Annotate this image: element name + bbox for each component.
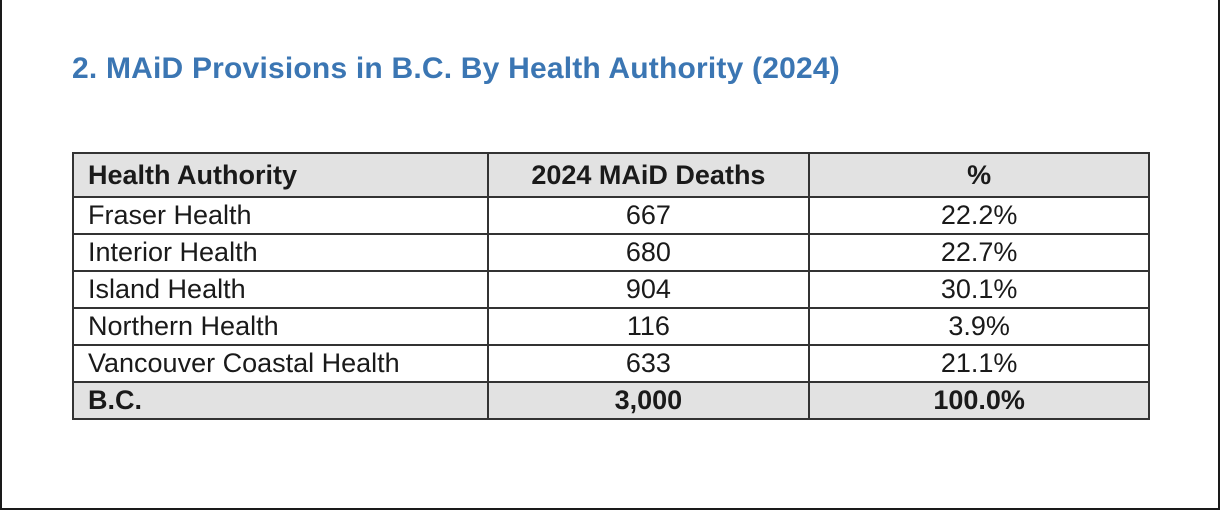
deaths-cell: 667 bbox=[488, 197, 810, 234]
table-row bbox=[73, 271, 1149, 308]
column-header-percent: % bbox=[809, 153, 1149, 197]
table-row bbox=[73, 308, 1149, 345]
table-row bbox=[73, 197, 1149, 234]
percent-cell: 22.2% bbox=[809, 197, 1149, 234]
table-row bbox=[73, 345, 1149, 382]
authority-cell: Northern Health bbox=[73, 308, 488, 345]
authority-cell: Vancouver Coastal Health bbox=[73, 345, 488, 382]
deaths-cell: 633 bbox=[488, 345, 810, 382]
percent-cell: 22.7% bbox=[809, 234, 1149, 271]
column-header-health-authority: Health Authority bbox=[73, 153, 488, 197]
authority-cell: Interior Health bbox=[73, 234, 488, 271]
percent-cell: 3.9% bbox=[809, 308, 1149, 345]
total-percent-cell: 100.0% bbox=[809, 382, 1149, 419]
table-header-row bbox=[73, 153, 1149, 197]
total-authority-cell: B.C. bbox=[73, 382, 488, 419]
table-row bbox=[73, 234, 1149, 271]
percent-cell: 21.1% bbox=[809, 345, 1149, 382]
total-deaths-cell: 3,000 bbox=[488, 382, 810, 419]
authority-cell: Fraser Health bbox=[73, 197, 488, 234]
page-title: 2. MAiD Provisions in B.C. By Health Authority (2024) bbox=[72, 52, 840, 85]
deaths-cell: 904 bbox=[488, 271, 810, 308]
column-header-deaths: 2024 MAiD Deaths bbox=[488, 153, 810, 197]
authority-cell: Island Health bbox=[73, 271, 488, 308]
deaths-cell: 680 bbox=[488, 234, 810, 271]
table-total-row bbox=[73, 382, 1149, 419]
percent-cell: 30.1% bbox=[809, 271, 1149, 308]
deaths-cell: 116 bbox=[488, 308, 810, 345]
maid-provisions-table bbox=[72, 152, 1150, 420]
